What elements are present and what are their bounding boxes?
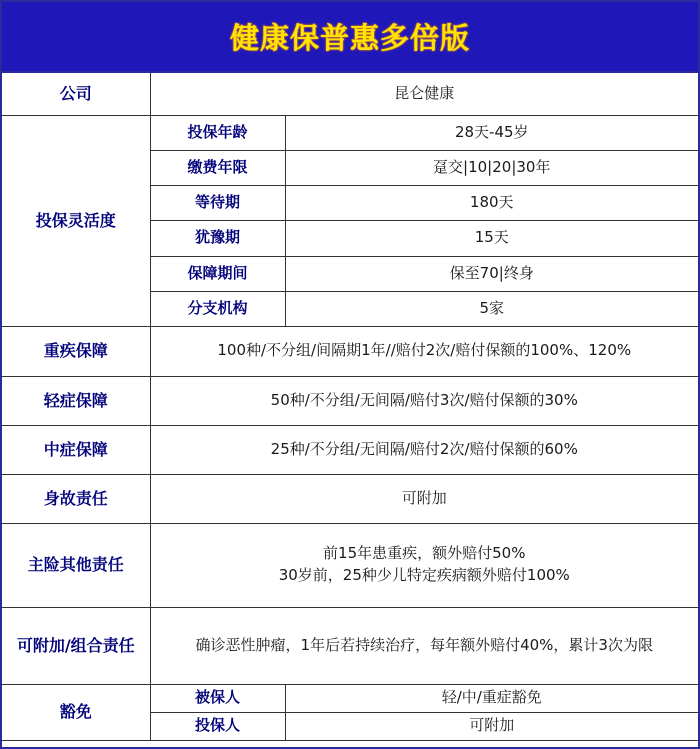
table-row [2,474,698,523]
sub-label-waiting-period: 等待期 [150,185,285,220]
row-value-moderate: 25种/不分组/无间隔/赔付2次/赔付保额的60% [150,425,698,474]
table-row [2,523,698,607]
table-row [2,684,698,712]
sub-value-branches: 5家 [285,291,698,326]
sub-value-coverage-period: 保至70|终身 [285,256,698,291]
row-value-mild: 50种/不分组/无间隔/赔付3次/赔付保额的30% [150,376,698,425]
table-row [2,425,698,474]
sub-value-policyholder: 可附加 [285,712,698,740]
table-row [2,115,698,150]
row-label-mild: 轻症保障 [2,376,150,425]
row-label-other: 主险其他责任 [2,523,150,607]
sub-value-cooling-off: 15天 [285,220,698,256]
other-line-2: 30岁前，25种少儿特定疾病额外赔付100% [278,566,570,584]
row-label-critical: 重疾保障 [2,326,150,376]
title-bar [2,2,698,73]
row-value-other [150,523,698,607]
sub-value-insured: 轻/中/重症豁免 [285,684,698,712]
row-label-addon: 可附加/组合责任 [2,607,150,684]
row-label-moderate: 中症保障 [2,425,150,474]
other-line-1: 前15年患重疾，额外赔付50% [323,544,526,563]
sub-value-waiting-period: 180天 [285,185,698,220]
sub-label-coverage-period: 保障期间 [150,256,285,291]
row-value-critical: 100种/不分组/间隔期1年//赔付2次/赔付保额的100%、120% [150,326,698,376]
sub-label-policyholder: 投保人 [150,712,285,740]
table-row [2,376,698,425]
table-row [2,326,698,376]
sub-label-insured: 被保人 [150,684,285,712]
table-row [2,607,698,684]
sub-label-branches: 分支机构 [150,291,285,326]
sub-label-payment-term: 缴费年限 [150,150,285,185]
sub-value-age: 28天-45岁 [285,115,698,150]
table-row [2,73,698,115]
sub-label-cooling-off: 犹豫期 [150,220,285,256]
sub-value-payment-term: 趸交|10|20|30年 [285,150,698,185]
benefit-table [2,73,698,741]
sub-label-age: 投保年龄 [150,115,285,150]
row-label-flexibility: 投保灵活度 [2,115,150,326]
row-label-death: 身故责任 [2,474,150,523]
row-label-company: 公司 [2,73,150,115]
row-label-waiver: 豁免 [2,684,150,740]
row-value-company: 昆仑健康 [150,73,698,115]
row-value-death: 可附加 [150,474,698,523]
row-value-addon: 确诊恶性肿瘤，1年后若持续治疗，每年额外赔付40%，累计3次为限 [150,607,698,684]
page-title: 健康保普惠多倍版 [229,21,470,55]
